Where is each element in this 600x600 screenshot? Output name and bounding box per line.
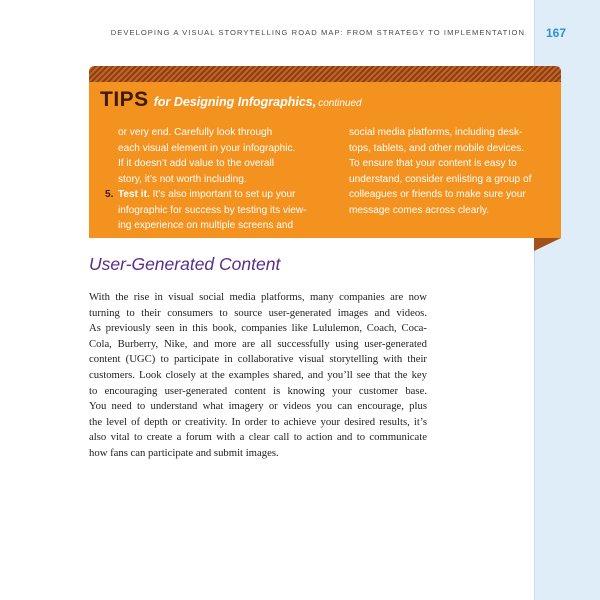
body-line: You need to understand what imagery or videos you can encourage, plus bbox=[89, 400, 427, 413]
body-line: With the rise in visual social media platforms, many companies are now bbox=[89, 291, 427, 303]
body-line: turning to their consumers to source user-generated images and videos. bbox=[89, 306, 427, 319]
tips-item-text: It’s also important to set up your bbox=[149, 189, 296, 200]
body-line: to encouraging user-generated content is knowing your customer base. bbox=[89, 384, 427, 397]
tips-right-column bbox=[349, 125, 555, 218]
tips-header-band bbox=[89, 66, 561, 82]
body-paragraph bbox=[89, 290, 427, 462]
body-line: content (UGC) to participate in collaborative visual storytelling with their bbox=[89, 353, 427, 366]
tips-line: infographic for success by testing its view- bbox=[118, 204, 307, 216]
tips-left-column bbox=[105, 125, 338, 234]
tips-line: colleagues or friends to make sure your bbox=[349, 189, 526, 200]
section-heading: User-Generated Content bbox=[89, 254, 281, 274]
running-head: DEVELOPING A VISUAL STORYTELLING ROAD MAP: FROM STRATEGY TO IMPLEMENTATION bbox=[110, 28, 525, 37]
body-line: Cola, Burberry, Nike, and more are all successfully using user-generated bbox=[89, 337, 427, 350]
tips-line: tops, tablets, and other mobile devices. bbox=[349, 142, 525, 154]
tips-box bbox=[89, 82, 561, 238]
tips-line: ing experience on multiple screens and bbox=[118, 220, 294, 231]
body-line: the level of depth or creativity. In order to achieve your desired results, it’s bbox=[89, 415, 427, 428]
tips-fold-corner bbox=[534, 238, 561, 251]
tips-line: social media platforms, including desk- bbox=[349, 127, 523, 138]
tips-continued: continued bbox=[318, 98, 362, 109]
tips-line: understand, consider enlisting a group of bbox=[349, 173, 532, 185]
tips-item-number: 5. bbox=[105, 189, 114, 200]
tips-item-5 bbox=[105, 187, 338, 203]
tips-item-lead: Test it. bbox=[118, 189, 150, 200]
body-line: how fans can participate and submit images. bbox=[89, 446, 279, 459]
tips-line: If it doesn’t add value to the overall bbox=[118, 158, 274, 169]
tips-title bbox=[100, 88, 362, 112]
tips-line: or very end. Carefully look through bbox=[118, 127, 273, 138]
page-number: 167 bbox=[545, 26, 567, 40]
tips-line: story, it’s not worth including. bbox=[118, 173, 247, 185]
tips-line: each visual element in your infographic. bbox=[118, 142, 296, 154]
tips-line: message comes across clearly. bbox=[349, 204, 490, 216]
tips-subtitle: for Designing Infographics, bbox=[153, 95, 317, 109]
body-line: also vital to create a forum with a clear call to action and to communicate bbox=[89, 431, 427, 444]
body-line: As previously seen in this book, companies like Lululemon, Coach, Coca- bbox=[89, 322, 427, 335]
tips-line: To ensure that your content is easy to bbox=[349, 158, 517, 169]
body-line: customers. Look closely at the examples shared, and you’ll see that the key bbox=[89, 368, 427, 381]
tips-label: TIPS bbox=[100, 88, 149, 111]
